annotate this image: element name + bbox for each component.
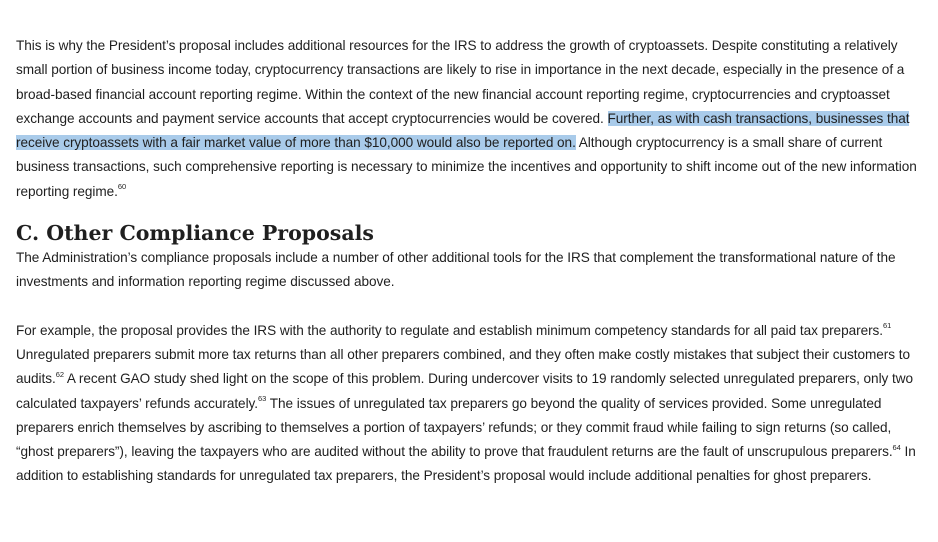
crypto-paragraph — [16, 34, 926, 204]
compliance-intro-paragraph: The Administration’s compliance proposals include a number of other additional tools for the IRS that complement the transformational nature of the investments and information reporting regime discussed above. — [16, 250, 896, 290]
footnote-marker[interactable]: 61 — [883, 321, 892, 331]
footnote-marker[interactable]: 62 — [55, 369, 64, 379]
paragraph-text: Unregulated preparers submit more tax returns than all other preparers combined, and they often make costly mistakes that subject their customers to audits. — [16, 346, 910, 387]
footnote-marker[interactable]: 64 — [892, 442, 901, 452]
crypto-paragraph-text: This is why the President’s proposal includes additional resources for the IRS to address the growth of cryptoassets. Despite constituting a relatively small portion of business income today, cryptocurrency transactions are likely to rise in importance in the next decade, especially in the presence of a broad-based financial account reporting regime. Within the context of the new financial account reporting regime, cryptocurrencies and cryptoasset exchange accounts and payment service accounts that accept cryptocurrencies would be covered. — [16, 38, 905, 126]
crypto-paragraph-text-end: Although cryptocurrency is a small share of current business transactions, such comprehensive reporting is necessary to minimize the incentives and opportunity to shift income out of the new information reporting regime. — [16, 135, 917, 199]
paragraph-text: A recent GAO study shed light on the scope of this problem. During undercover visits to 19 randomly selected unregulated preparers, only two calculated taxpayers’ refunds accurately. — [16, 371, 914, 411]
paragraph-text: For example, the proposal provides the IRS with the authority to regulate and establish minimum competency standards for all paid tax preparers. — [16, 322, 884, 338]
section-heading: C. Other Compliance Proposals — [16, 221, 374, 246]
paragraph-text: The issues of unregulated tax preparers go beyond the quality of services provided. Some unregulated preparers enrich themselves by ascribing to themselves a portion of taxpayers’ refunds; or they commit fraud while failing to sign returns (so called, “ghost preparers”), leaving the taxpayers who are audited without the ability to prove that fraudulent returns are the fault of unscrupulous preparers. — [16, 395, 893, 460]
paragraph-text: In addition to establishing standards for unregulated tax preparers, the President’s proposal would include additional penalties for ghost preparers. — [16, 444, 916, 484]
highlighted-selection[interactable]: Further, as with cash transactions, businesses that receive cryptoassets with a fair market value of more than $10,000 would also be reported on. — [16, 110, 910, 151]
tax-preparers-paragraph — [16, 319, 926, 489]
footnote-marker[interactable]: 60 — [117, 182, 127, 192]
document-page — [16, 34, 926, 489]
footnote-marker[interactable]: 63 — [258, 394, 267, 404]
